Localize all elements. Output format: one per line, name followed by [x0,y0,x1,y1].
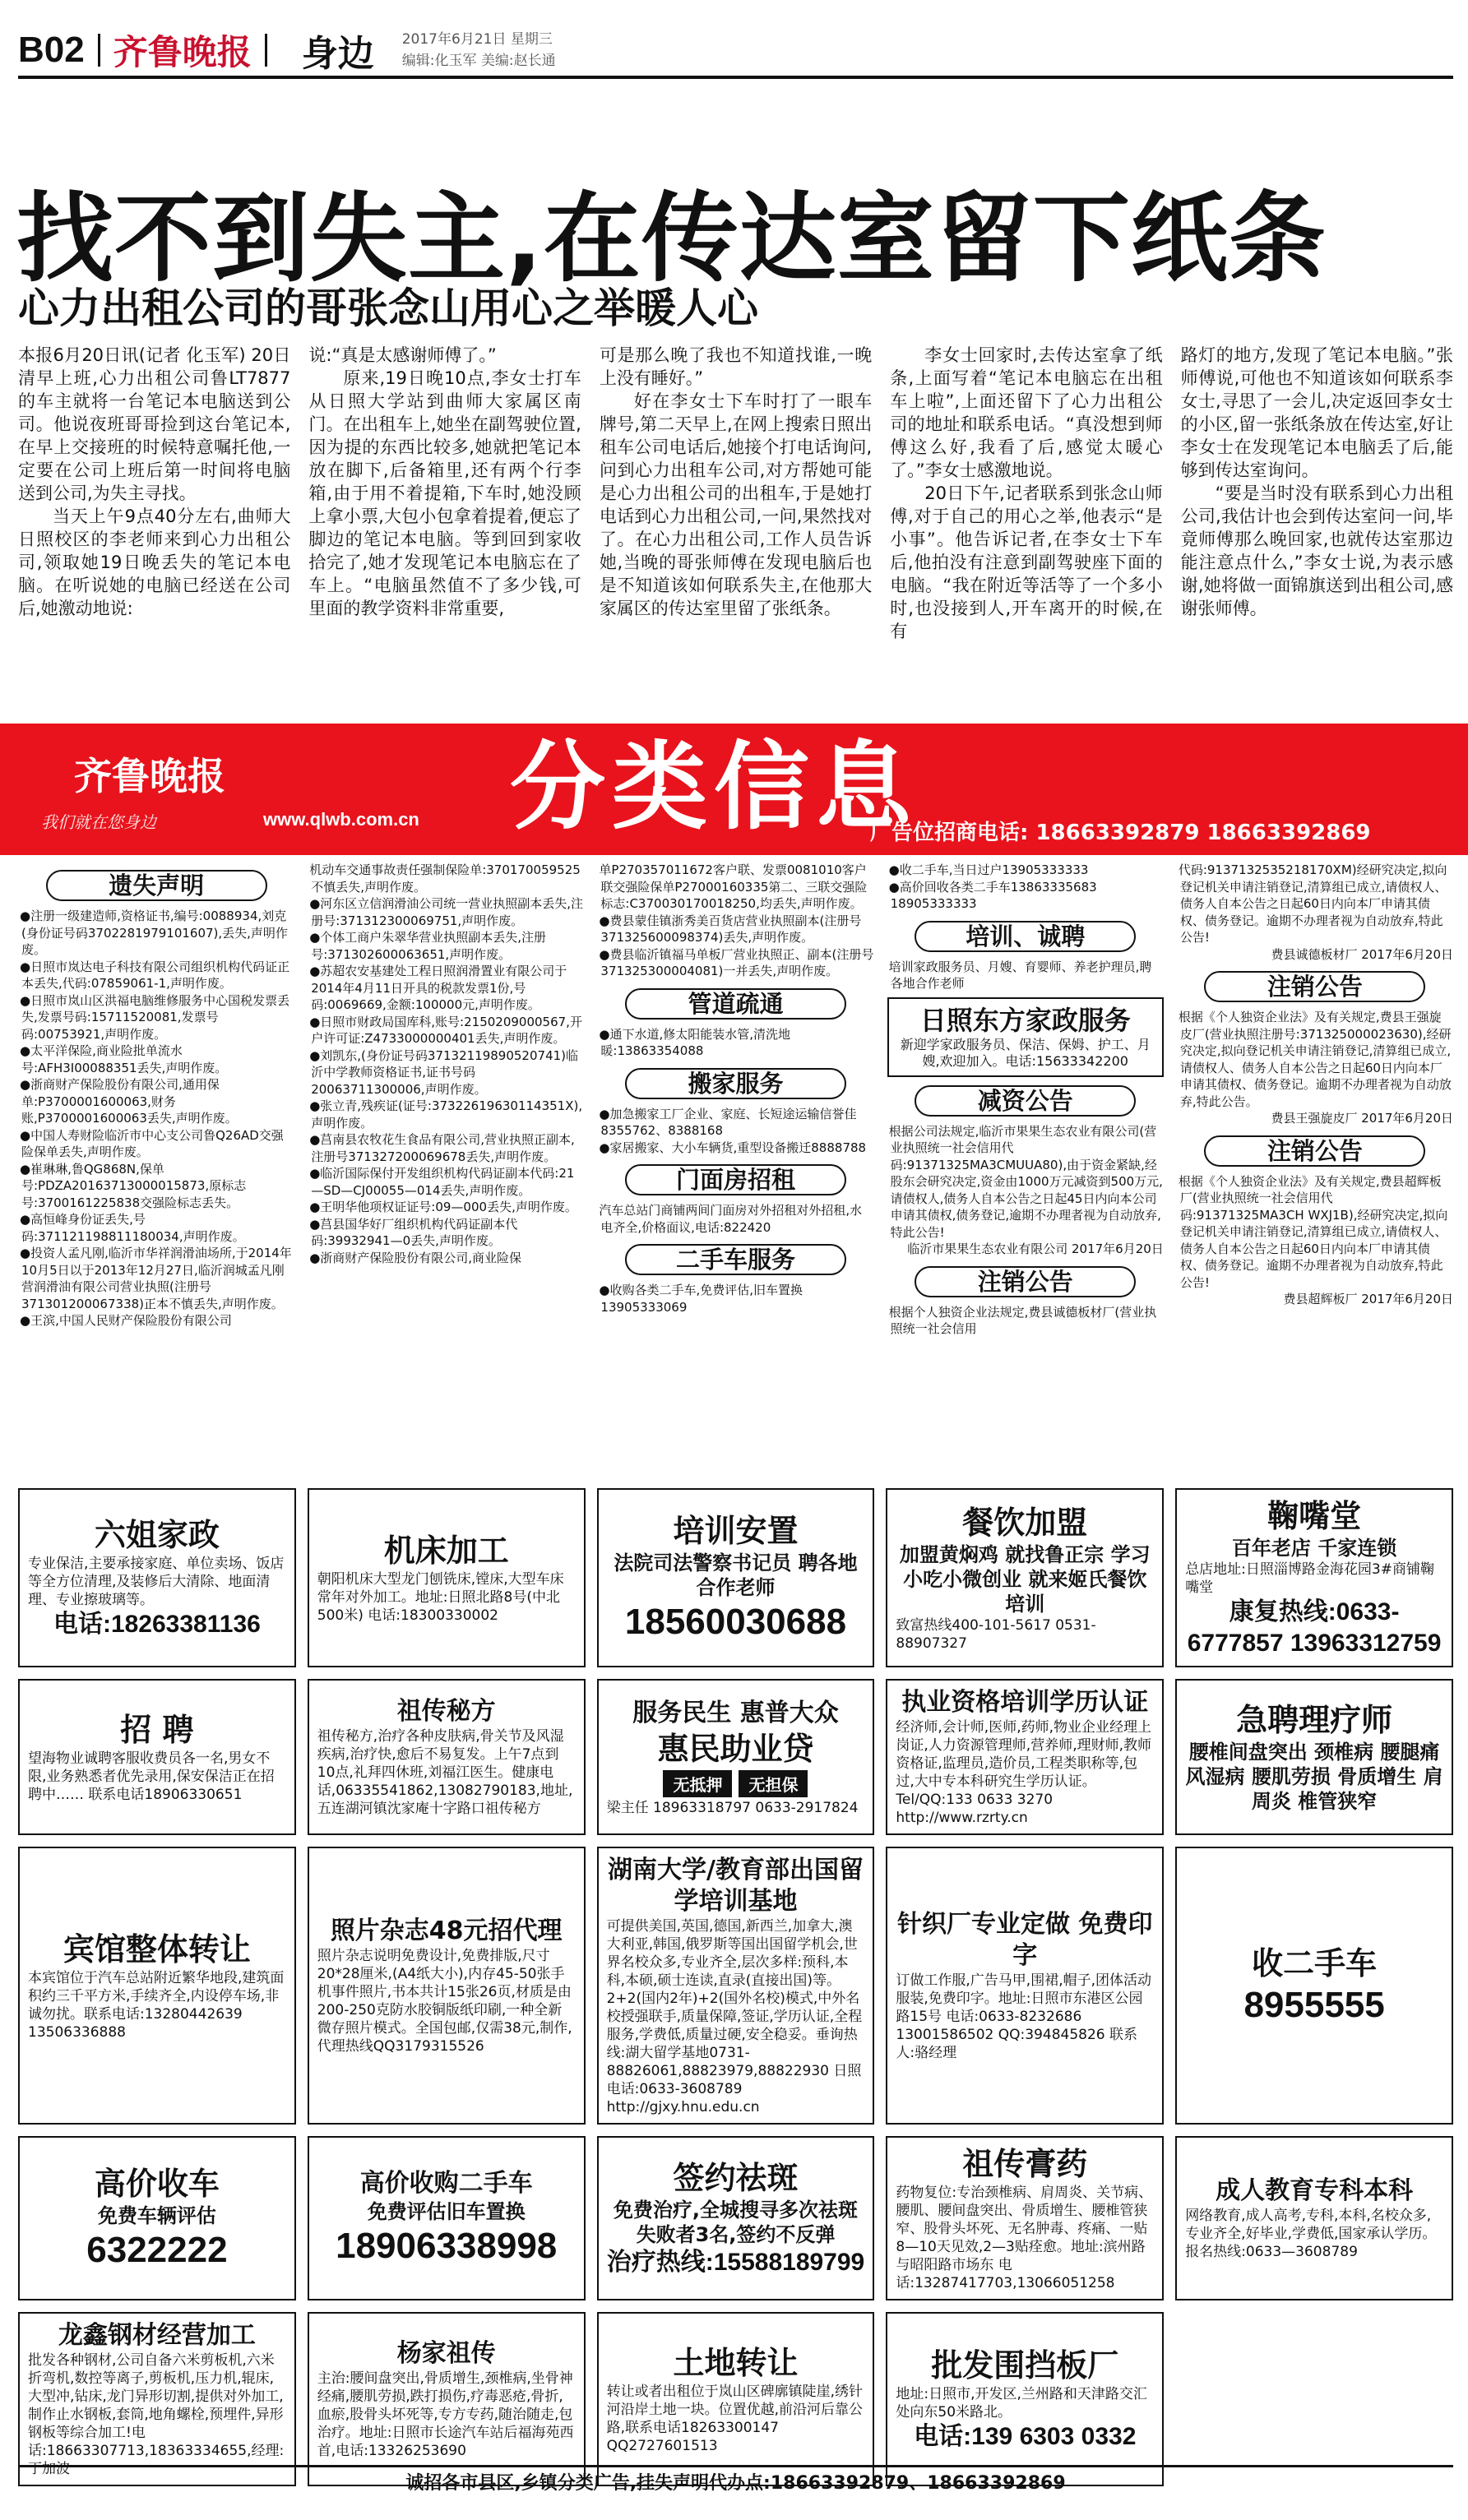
ad-title: 餐饮加盟 [962,1505,1088,1541]
ad-subtitle: 服务民生 惠普大众 [632,1698,839,1727]
headline: 找不到失主,在传达室留下纸条 [16,182,1327,295]
listing-item: 培训家政服务员、月嫂、育婴师、养老护理员,聘各地合作老师 [888,959,1152,991]
ad-box [597,2312,875,2486]
listing-item: ●临沂国际保付开发组织机构代码证副本代码:21—SD—CJ00055—014丢失,声明作废。 [309,1166,575,1198]
classified-banner [0,724,1468,855]
listing-item: ●莒县国华好厂组织机构代码证副本代码:39932941—0丢失,声明作废。 [309,1216,518,1248]
ad-title: 土地转让 [673,2345,799,2381]
ad-body: 总店地址:日照淄博路金海花园3#商铺鞠嘴堂 [1185,1561,1434,1596]
listing-item: ●张立青,残疾证(证号:37322619630114351X),声明作废。 [309,1098,583,1131]
ad-title: 签约祛斑 [673,2160,799,2196]
ad-title: 高价收车 [94,2166,220,2202]
ad-phone: 康复热线:0633-6777857 13963312759 [1187,1598,1442,1657]
ad-body: 批发各种钢材,公司自备六米剪板机,六米折弯机,数控等离子,剪板机,压力机,辊床,大型冲,钻床,龙门异形切割,提供对外加工,制作止水钢板,套筒,地角螺栓,预埋件,异形钢板等综合加工!电话:18663307713,18363334655,经理:丁加波 [28,2352,285,2477]
listing-item: 代码:9137132535218170XM)经研究决定,拟向登记机关申请注销登记,清算组已成立,请债权人、债务人自本公告之日起60日内向本厂申请其债权、债务登记。逾期不办理者视为自动放弃,特此公告! [1178,862,1447,945]
ad-title: 培训安置 [673,1513,799,1549]
listing-column [18,862,294,1482]
ad-big-number: 8955555 [1243,1985,1385,2025]
listing-signature: 费县超辉板厂 2017年6月20日 [1283,1292,1454,1306]
paper-logo: 齐鲁晚报 [113,32,252,72]
ad-tagline: 免费评估旧车置换 [367,2200,526,2223]
article-column [308,344,581,718]
ad-big-number: 6322222 [86,2230,228,2270]
article-paragraph: 原来,19日晚10点,李女士打车从日照大学站到曲师大家属区南门。在出租车上,她坐在副驾驶位置,因为提的东西比较多,她就把笔记本放在脚下,后备箱里,还有两个行李箱,由于用不着提箱,下车时,她没顾上拿小票,大包小包拿着提着,便忘了脚边的笔记本电脑。等到回到家收拾完了,她才发现笔记本电脑忘在了车上。“电脑虽然值不了多少钱,可里面的教学资料非常重要, [308,368,581,618]
category-heading: 注销公告 [915,1266,1136,1297]
article-paragraph: 20日下午,记者联系到张念山师傅,对于自己的用心之举,他表示“是小事”。他告诉记者,在李女士下车后,他拍没有注意到副驾驶座下面的电脑。“我在附近等活等了一个多小时,也没接到人,开车离开的时候,在有 [890,483,1163,641]
banner-logo: 齐鲁晚报 [74,754,225,798]
subheadline: 心力出租公司的哥张念山用心之举暖人心 [18,284,758,332]
ad-subtitle: 高价收购二手车 [359,2169,533,2198]
ad-title: 机床加工 [383,1533,509,1569]
section-name: 身边 [301,33,374,75]
ad-body: 梁主任 18963318797 0633-2917824 [606,1799,859,1816]
editor-credit: 编辑:化玉军 美编:赵长通 [401,53,556,69]
listing-item: ●日照市岚达电子科技有限公司组织机构代码证正本丢失,代码:07859061-1,声明作废。 [20,959,290,991]
article-paragraph: “要是当时没有联系到心力出租公司,我估计也会到传达室问一问,毕竟师傅那么晚回家,也就传达室那边能注意点什么,”李女士说,为表示感谢,她将做一面锦旗送到出租公司,感谢张师傅。 [1180,483,1454,618]
category-heading: 管道疏通 [625,988,846,1020]
listing-signature: 费县诚德板材厂 2017年6月20日 [1271,946,1454,962]
ad-tagline: 加盟黄焖鸡 就找鲁正宗 学习小吃小微创业 就来姬氏餐饮培训 [899,1543,1151,1616]
listing-item: 根据《个人独资企业法》及有关规定,费县王强旋皮厂(营业执照注册号:371325000023630),经研究决定,拟向登记机关申请注销登记,清算组已成立,请债权人、债务人自本公告之日起60日内向本厂申请其债权、债务登记。逾期不办理者视为自动放弃,特此公告。 [1178,1010,1452,1109]
ad-title: 宾馆整体转让 [63,1931,251,1967]
ad-box [308,1679,586,1835]
ad-subtitle: 针织厂专业定做 免费印字 [897,1910,1153,1970]
ad-subtitle: 成人教育专科本科 [1216,2176,1414,2205]
listing-item: ●收购各类二手车,免费评估,旧车置换13905333069 [599,1283,803,1315]
article-column [600,344,872,718]
housekeeping-text: 新迎学家政服务员、保洁、保姆、护工、月嫂,欢迎加入。电话:15633342200 [900,1036,1151,1069]
ad-title: 鞠嘴堂 [1267,1498,1362,1534]
ad-box [308,2136,586,2300]
ad-box [18,1847,296,2125]
page-number: B02 [18,30,85,70]
listing-item: ●通下水道,修太阳能装水管,清洗地暖:13863354088 [599,1026,791,1058]
listing-item: ●高价回收各类二手车13863335683 18905333333 [888,879,1097,911]
listing-item: ●费县临沂镇福马单板厂营业执照正、副本(注册号371325300004081)一并丢失,声明作废。 [599,946,874,978]
ad-title: 六姐家政 [94,1517,220,1553]
category-heading: 搬家服务 [625,1068,846,1099]
category-heading: 遗失声明 [46,870,267,901]
ad-box [1175,1679,1453,1835]
ad-body: 药物复位:专治颈椎病、肩周炎、关节病、腰肌、腰间盘突出、骨质增生、腰椎管狭窄、股骨头坏死、无名肿毒、疼痛、一贴8—10天见效,2—3贴痊愈。地址:滨州路与昭阳路市场东 电话:13287417703,13066051258 [896,2185,1153,2291]
ad-box [886,1488,1164,1667]
ad-tag: 无担保 [739,1770,808,1797]
ad-body: 经济师,会计师,医师,药师,物业企业经理上岗证,人力资源管理师,营养师,理财师,教师资格证,监理员,造价员,工程类职称等,包过,大中专本科研究生学历认证。Tel/QQ:133 0633 3270 http://www.rzrty.cn [896,1719,1152,1826]
listing-item: ●王明华他项权证证号:09—000丢失,声明作废。 [309,1200,577,1214]
ad-tag: 无抵押 [663,1770,732,1797]
article-body [18,344,1453,718]
listing-list [18,908,294,1329]
ad-title: 急聘理疗师 [1236,1702,1393,1738]
listing-item: ●崔琳琳,鲁QG868N,保单号:PDZA20163713000015873,原标志号:3700161225838交强险标志丢失。 [20,1161,247,1210]
ad-box [308,2312,586,2486]
category-heading: 减资公告 [915,1085,1136,1117]
ad-title: 惠民助业贷 [657,1730,814,1767]
ad-body: 致富热线400-101-5617 0531-88907327 [896,1617,1096,1652]
banner-url: www.qlwb.com.cn [263,809,419,830]
ad-box [597,1847,875,2125]
banner-title: 分类信息 [510,732,918,843]
article-paragraph: 可是那么晚了我也不知道找谁,一晚上没有睡好。” [599,345,873,388]
listing-item: 根据公司法规定,临沂市果果生态农业有限公司(营业执照统一社会信用代码:91371325MA3CMUUA80),由于资金紧缺,经股东会研究决定,资金由1000万元减资到500万元,请债权人,债务人自本公告之日起45日内向本公司申请其债权,债务登记,逾期不办理者视为自动放弃,特此公告! [888,1123,1163,1240]
housekeeping-title: 日照东方家政服务 [919,1004,1131,1036]
listing-item: ●个体工商户朱翠华营业执照副本丢失,注册号:371302600063651,声明作废。 [309,930,547,962]
ad-box [308,1847,586,2125]
ad-title: 收二手车 [1252,1945,1378,1981]
listing-item: ●费县蒙佳镇浙秀美百货店营业执照副本(注册号371325600098374)丢失,声明作废。 [599,913,862,945]
listing-column [887,862,1164,1482]
listing-item: ●浙商财产保险股份有限公司,商业险保 [309,1250,522,1265]
ad-subtitle: 湖南大学/教育部出国留学培训基地 [608,1856,864,1916]
listing-item: ●河东区立信润滑油公司统一营业执照副本丢失,注册号:371312300069751,声明作废。 [309,896,584,928]
ad-body: 转让或者出租位于岚山区碑廓镇陡崖,绣针河沿岸土地一块。位置优越,前沿河后靠公路,联系电话18263300147 QQ2727601513 [606,2384,863,2454]
listing-item: ●刘凯东,(身份证号码37132119890520741)临沂中学教师资格证书,证书号码20063711300006,声明作废。 [309,1047,579,1097]
ad-subtitle: 执业资格培训学历认证 [901,1688,1149,1717]
article-column [18,344,290,718]
listing-column [1177,862,1453,1482]
listing-signature: 临沂市果果生态农业有限公司 2017年6月20日 [907,1242,1164,1256]
ad-subtitle: 照片杂志48元招代理 [330,1917,563,1945]
listing-item: ●浙商财产保险股份有限公司,通用保单:P3700001600063,财务账,P3700001600063丢失,声明作废。 [20,1077,238,1126]
classified-listings [18,862,1453,1482]
banner-phone: 广告位招商电话: 18663392879 18663392869 [870,821,1371,845]
ad-body: 本宾馆位于汽车总站附近繁华地段,建筑面积约三千平方米,手续齐全,内设停车场,非诚勿扰。联系电话:13280442639 13506336888 [28,1970,285,2041]
ad-tagline: 腰椎间盘突出 颈椎病 腰腿痛 风湿病 腰肌劳损 骨质增生 肩周炎 椎管狭窄 [1185,1741,1443,1813]
ad-body: 订做工作服,广告马甲,围裙,帽子,团体活动服装,免费印字。地址:日照市东港区公园路15号 电话:0633-8232686 13001586502 QQ:394845826 联系人:骆经理 [896,1972,1152,2061]
ad-body: 祖传秘方,治疗各种皮肤病,骨关节及风湿疾病,治疗快,愈后不易复发。上午7点到10点,礼拜四休班,刘福江医生。健康电话,06335541862,13082790183,地址,五连湖河镇沈家庵十字路口祖传秘方 [317,1728,573,1817]
article-paragraph: 说:“真是太感谢师傅了。” [308,345,497,365]
ad-title: 招 聘 [120,1712,194,1748]
article-paragraph: 李女士回家时,去传达室拿了纸条,上面写着“笔记本电脑忘在出租车上啦”,上面还留下了心力出租公司的地址和联系电话。“真没想到师傅这么好,我看了后,感觉太暖心了。”李女士感激地说。 [890,345,1163,480]
listing-item: ●投资人孟凡刚,临沂市华祥润滑油场所,于2014年10月5日以于2013年12月27日,临沂润城孟凡刚营润滑油有限公司营业执照(注册号371301200067338)正本不慎丢失,声明作废。 [20,1246,292,1311]
article-paragraph: 本报6月20日讯(记者 化玉军) 20日清早上班,心力出租公司鲁LT7877的车主就将一台笔记本电脑送到公司。他说夜班哥哥捡到这台笔记本,在早上交接班的时候特意嘱托他,一定要在公司上班后第一时间将电脑送到公司,为失主寻找。 [18,345,291,503]
ad-title: 批发围挡板厂 [931,2347,1119,2384]
listing-item: ●日照市财政局国库科,账号:2150209000567,开户许可证:Z4733000000401丢失,声明作废。 [309,1014,582,1046]
ad-box [597,1679,875,1835]
ad-box [18,1679,296,1835]
listing-item: ●家居搬家、大小车辆货,重型设备搬迁8888788 [599,1140,867,1155]
ad-body: 可提供美国,英国,德国,新西兰,加拿大,澳大利亚,韩国,俄罗斯等国出国留学机会,世界名校众多,专业齐全,层次多样:预科,本科,本硕,硕士连读,直录(直接出国)等。2+2(国内2年)+2(国外名校)模式,中外名校授强联手,质量保障,签证,学历认证,全程服务,学费低,质量过硬,安全稳妥。垂询热线:湖大留学基地0731-88826061,88823979,88822930 日照电话:0633-3608789 http://gjxy.hnu.edu.cn [606,1918,863,2115]
ad-body: 朝阳机床大型龙门刨铣床,镗床,大型车床常年对外加工。地址:日照北路8号(中北500米) 电话:18300330002 [317,1571,564,1624]
ad-body: 专业保洁,主要承接家庭、单位卖场、饭店等全方位清理,及装修后大清除、地面清理、专业擦玻璃等。 [28,1556,285,1608]
listing-item: 汽车总站门商铺两间门面房对外招租对外招租,水电齐全,价格面议,电话:822420 [599,1203,863,1235]
listing-item: 根据《个人独资企业法》及有关规定,费县超辉板厂(营业执照统一社会信用代码:91371325MA3CH WXJ1B),经研究决定,拟向登记机关申请注销登记,清算组已成立,请债权人、债务人自本公告之日起60日内向本厂申请其债权、债务登记。逾期不办理者视为自动放弃,特此公告! [1178,1173,1448,1290]
listing-item: ●中国人寿财险临沂市中心支公司鲁Q26AD交强险保单丢失,声明作废。 [20,1127,284,1159]
ad-tagline: 免费车辆评估 [97,2204,216,2227]
ad-box [1175,2136,1453,2300]
ad-big-number: 18906338998 [336,2226,558,2266]
listing-item: ●莒南县农牧花生食品有限公司,营业执照正副本,注册号371327200069678丢失,声明作废。 [309,1132,575,1164]
listing-item: ●加急搬家工厂企业、家庭、长短途运输信誉佳8355762、8388168 [599,1106,857,1138]
ad-tagline: 百年老店 千家连锁 [1231,1537,1397,1560]
ad-body: 主治:腰间盘突出,骨质增生,颈椎病,坐骨神经痛,腰肌劳损,跌打损伤,疗毒恶疮,骨折,血瘀,股骨头坏死等,专方专药,随治随走,包治疗。地址:日照市长途汽车站后福海苑西首,电话:13326253690 [317,2370,574,2459]
header-meta [402,29,556,72]
listing-signature: 费县王强旋皮厂 2017年6月20日 [1271,1111,1454,1126]
ad-box [886,1679,1164,1835]
ad-box [886,2312,1164,2486]
ad-box [18,1488,296,1667]
listing-item: 机动车交通事故责任强制保险单:370170059525不慎丢失,声明作废。 [309,862,581,895]
listing-column [597,862,873,1482]
ad-subtitle: 祖传秘方 [396,1697,496,1726]
ad-box [18,2136,296,2300]
category-heading: 二手车服务 [625,1244,846,1275]
ad-box [597,2136,875,2300]
ad-phone: 电话:139 6303 0332 [914,2423,1137,2450]
ad-box [18,2312,296,2486]
header-divider [98,34,100,67]
article-column [890,344,1162,718]
ad-phone: 治疗热线:15588189799 [606,2249,865,2276]
ad-title: 祖传膏药 [962,2146,1088,2182]
header-divider [265,34,267,67]
ad-big-number: 18560030688 [624,1602,847,1642]
article-paragraph: 路灯的地方,发现了笔记本电脑。”张师傅说,可他也不知道该如何联系李女士,寻思了一会儿,决定返回李女士的小区,留一张纸条放在传达室,好让李女士在发现笔记本电脑丢了后,能够到传达室询问。 [1180,345,1454,480]
article-paragraph: 好在李女士下车时打了一眼车牌号,第二天早上,在网上搜索日照出租车公司电话后,她接个打电话询问,问到心力出租车公司,对方帮她可能是心力出租公司的出租车,于是她打电话到心力出租公司,一问,果然找对了。在心力出租公司,工作人员告诉她,当晚的哥张师傅在发现电脑后也是不知道该如何联系失主,在他那大家属区的传达室里留了张纸条。 [599,391,873,618]
listing-item: ●收二手车,当日过户13905333333 [888,862,1089,877]
ad-grid [18,1488,1453,2477]
article-paragraph: 当天上午9点40分左右,曲师大日照校区的李老师来到心力出租公司,领取她19日晚丢失的笔记本电脑。在听说她的电脑已经送在公司后,她激动地说: [18,506,291,618]
ad-subtitle: 龙鑫钢材经营加工 [58,2321,256,2350]
ad-tagline: 法院司法警察书记员 聘各地合作老师 [614,1551,858,1599]
listing-item: ●苏超农安基建处工程日照润滑置业有限公司于2014年4月11日开具的税款发票1份,号码:0069669,金额:100000元,声明作废。 [309,964,567,1012]
listing-item: 根据个人独资企业法规定,费县诚德板材厂(营业执照统一社会信用 [888,1304,1157,1336]
ad-box [886,1847,1164,2125]
ad-tags [607,1769,865,1799]
ad-subtitle: 杨家祖传 [396,2339,496,2368]
listing-column [308,862,584,1482]
housekeeping-box [887,997,1164,1077]
banner-slogan: 我们就在您身边 [41,812,156,832]
ad-box [886,2136,1164,2300]
listing-item: ●注册一级建造师,资格证书,编号:0088934,刘克(身份证号码3702281979101607),丢失,声明作废。 [20,909,288,957]
article-column [1181,344,1453,718]
listing-item: ●王滨,中国人民财产保险股份有限公司 [20,1313,232,1328]
ad-body: 网络教育,成人高考,专科,本科,名校众多,专业齐全,好毕业,学费低,国家承认学历。报名热线:0633—3608789 [1185,2208,1437,2260]
ad-box [597,1488,875,1667]
listing-list [308,862,584,1266]
category-heading: 注销公告 [1204,1135,1425,1167]
category-heading: 门面房招租 [625,1164,846,1195]
ad-box [308,1488,586,1667]
category-heading: 注销公告 [1204,971,1425,1002]
listing-item: ●太平洋保险,商业险批单流水号:AFH3I00088351丢失,声明作废。 [20,1043,228,1075]
ad-phone: 电话:18263381136 [53,1611,261,1638]
category-heading: 培训、诚聘 [915,921,1136,952]
listing-item: 单P270357011672客户联、发票0081010客户联交强险保单P27000160335第二、三联交强险标志:C370030170018250,均丢失,声明作废。 [599,862,868,911]
ad-body: 望海物业诚聘客服收费员各一名,男女不限,业务熟悉者优先录用,保安保洁正在招聘中…… 联系电话18906330651 [28,1750,275,1803]
listing-item: ●高恒峰身份证丢失,号码:371121198811180034,声明作废。 [20,1212,245,1244]
ad-body: 地址:日照市,开发区,兰州路和天津路交汇处向东50米路北。 [896,2386,1147,2421]
ad-tagline: 免费治疗,全城搜寻多次祛斑失败者3名,签约不反弹 [613,2199,859,2246]
listing-list [597,862,873,980]
page-header [18,25,1453,79]
ad-box [1175,1488,1453,1667]
ad-body: 照片杂志说明免费设计,免费排版,尺寸20*28厘米,(A4纸大小),内存45-50张手机事件照片,书本共计15张26页,材质是由200-250克防水胶铜版纸印刷,一种全新微存照片模式。全国包邮,仅需38元,制作,代理热线QQ3179315526 [317,1948,572,2055]
ad-box [1175,1847,1453,2125]
issue-date: 2017年6月21日 星期三 [401,31,553,48]
page-footer: 诚招各市县区,乡镇分类广告,挂失声明代办点:18663392879、18663392869 [18,2465,1453,2499]
listing-item: ●日照市岚山区洪福电脑维修服务中心国税发票丢失,发票号码:15711520081,发票号码:00753921,声明作废。 [20,992,290,1042]
